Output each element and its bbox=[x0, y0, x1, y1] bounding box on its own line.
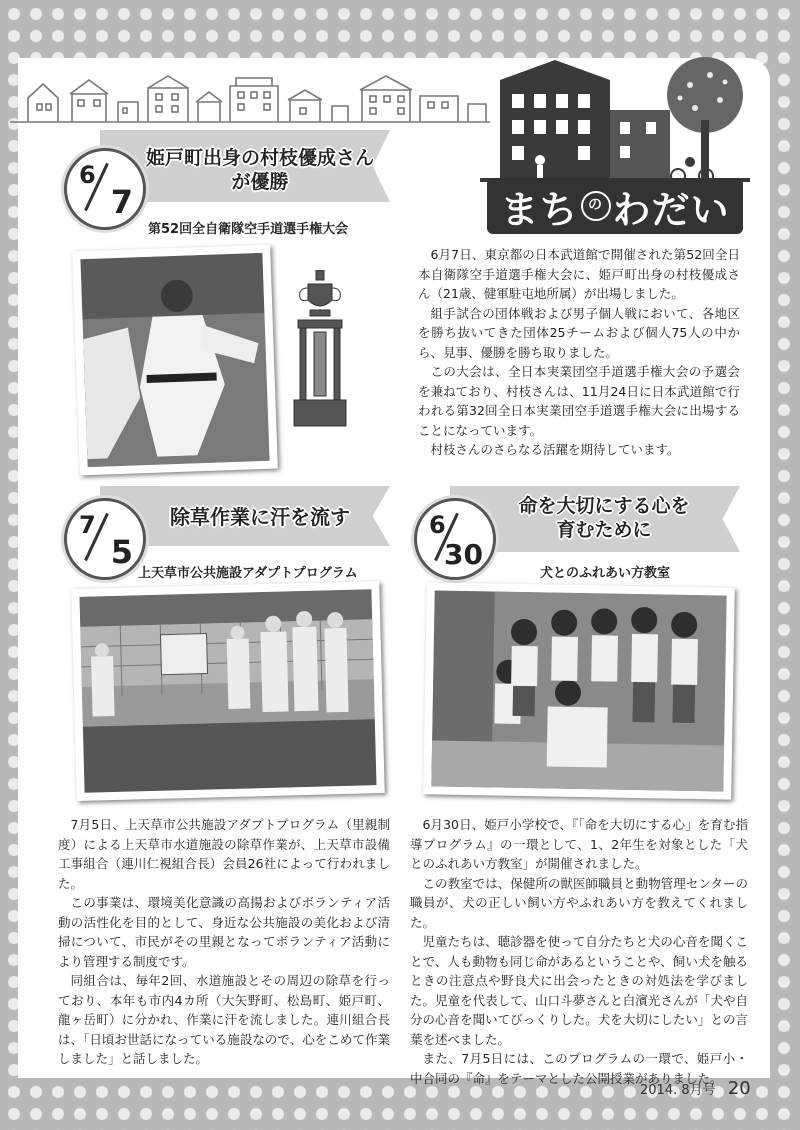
article3-paragraph: 6月30日、姫戸小学校で、『「命を大切にする心」を育む指導プログラム』の一環として、1、2年生を対象とした「犬とのふれあい方教室」が開催されました。 bbox=[410, 817, 748, 871]
article3-date-day: 30 bbox=[444, 538, 483, 571]
town-skyline-illustration bbox=[10, 66, 510, 126]
article1-date-day: 7 bbox=[110, 183, 133, 221]
article2-date-day: 5 bbox=[110, 533, 133, 571]
issue-label: 2014. 8月号 bbox=[640, 1083, 716, 1098]
article1-paragraph: 組手試合の団体戦および男子個人戦において、各地区を勝ち抜いてきた団体25チームおよび個人75人の中から、見事、優勝を勝ち取りました。 bbox=[418, 305, 740, 360]
article3-title-line2: 育むために bbox=[556, 519, 652, 541]
article2-date-month: 7 bbox=[79, 511, 96, 539]
article1-paragraph: 6月7日、東京都の日本武道館で開催された第52回全日本自衛隊空手道選手権大会に、姫戸町出身の村枝優成さん（21歳、健軍駐屯地所属）が出場しました。 bbox=[418, 247, 741, 301]
weeding-photo-image bbox=[79, 589, 376, 793]
article3-paragraph: また、7月5日には、このプログラムの一環で、姫戸小・中合同の『命』をテーマとした公開授業がありました。 bbox=[410, 1051, 748, 1086]
article3-title bbox=[494, 494, 714, 542]
article1-subtitle: 第52回全自衛隊空手道選手権大会 bbox=[148, 222, 349, 237]
article3-body bbox=[410, 815, 748, 1088]
masthead-title bbox=[487, 178, 743, 234]
article3-date-badge bbox=[414, 498, 496, 580]
masthead-title-no: の bbox=[581, 191, 611, 221]
page-number: 20 bbox=[727, 1078, 751, 1099]
article3-date-month: 6 bbox=[429, 511, 446, 539]
article1-date-month: 6 bbox=[79, 161, 96, 189]
article1-body bbox=[418, 245, 740, 460]
article3-subtitle: 犬とのふれあい方教室 bbox=[540, 566, 671, 581]
article2-paragraph: 同組合は、毎年2回、水道施設とその周辺の除草を行っており、本年も市内4カ所（大矢野町、松島町、姫戸町、龍ヶ岳町）に分かれ、作業に汗を流しました。連川組合長は、「日頃お世話になっている施設なので、心をこめて作業しました」と話しました。 bbox=[58, 973, 390, 1066]
article2-paragraph: 7月5日、上天草市公共施設アダプトプログラム（里親制度）による上天草市水道施設の除草作業が、上天草市設備工事組合（連川仁視組合長）会員26社によって行われました。 bbox=[58, 817, 390, 891]
masthead-title-part-b: わだい bbox=[612, 187, 730, 232]
article3-dog-class-photo bbox=[423, 582, 735, 799]
article1-paragraph: この大会は、全日本実業団空手道選手権大会の予選会を兼ねており、村枝さんは、11月24日に日本武道館で行われる第32回全日本実業団空手道選手権大会に出場することになっています。 bbox=[418, 364, 740, 438]
article2-date-badge bbox=[64, 498, 146, 580]
article1-title bbox=[140, 146, 380, 194]
karate-photo-image bbox=[80, 253, 269, 467]
article2-weeding-photo bbox=[71, 581, 384, 801]
article1-date-badge bbox=[64, 148, 146, 230]
masthead-title-part-a: まち bbox=[500, 187, 579, 232]
dog-class-photo-image bbox=[431, 590, 726, 791]
article3-paragraph: 児童たちは、聴診器を使って自分たちと犬の心音を聞くことで、人も動物も同じ命があるということや、飼い犬を触るときの注意点や野良犬に出会ったときの対処法を学びました。児童を代表して、山口斗夢さんと白濱光さんが「犬や自分の心音を聞いてびっくりした。犬を大切にしたい」との言葉を述べました。 bbox=[410, 934, 748, 1047]
article3-paragraph: この教室では、保健所の獣医師職員と動物管理センターの職員が、犬の正しい飼い方やふれあい方を教えてくれました。 bbox=[410, 875, 748, 930]
article1-title-line1: 姫戸町出身の村枝優成さん bbox=[145, 147, 374, 169]
article1-title-line2: が優勝 bbox=[231, 171, 289, 193]
trophy-illustration bbox=[290, 270, 350, 430]
article1-karate-photo bbox=[72, 245, 278, 476]
page-footer bbox=[640, 1078, 751, 1099]
article2-body bbox=[58, 815, 390, 1069]
article2-title: 除草作業に汗を流す bbox=[170, 505, 350, 529]
article2-subtitle: 上天草市公共施設アダプトプログラム bbox=[138, 566, 358, 581]
article1-paragraph: 村枝さんのさらなる活躍を期待しています。 bbox=[430, 442, 680, 457]
article3-title-line1: 命を大切にする心を bbox=[518, 495, 690, 517]
article2-paragraph: この事業は、環境美化意識の高揚およびボランティア活動の活性化を目的として、身近な公共施設の美化および清掃について、市民がその里親となってボランティア活動により管理する制度です。 bbox=[58, 895, 390, 969]
